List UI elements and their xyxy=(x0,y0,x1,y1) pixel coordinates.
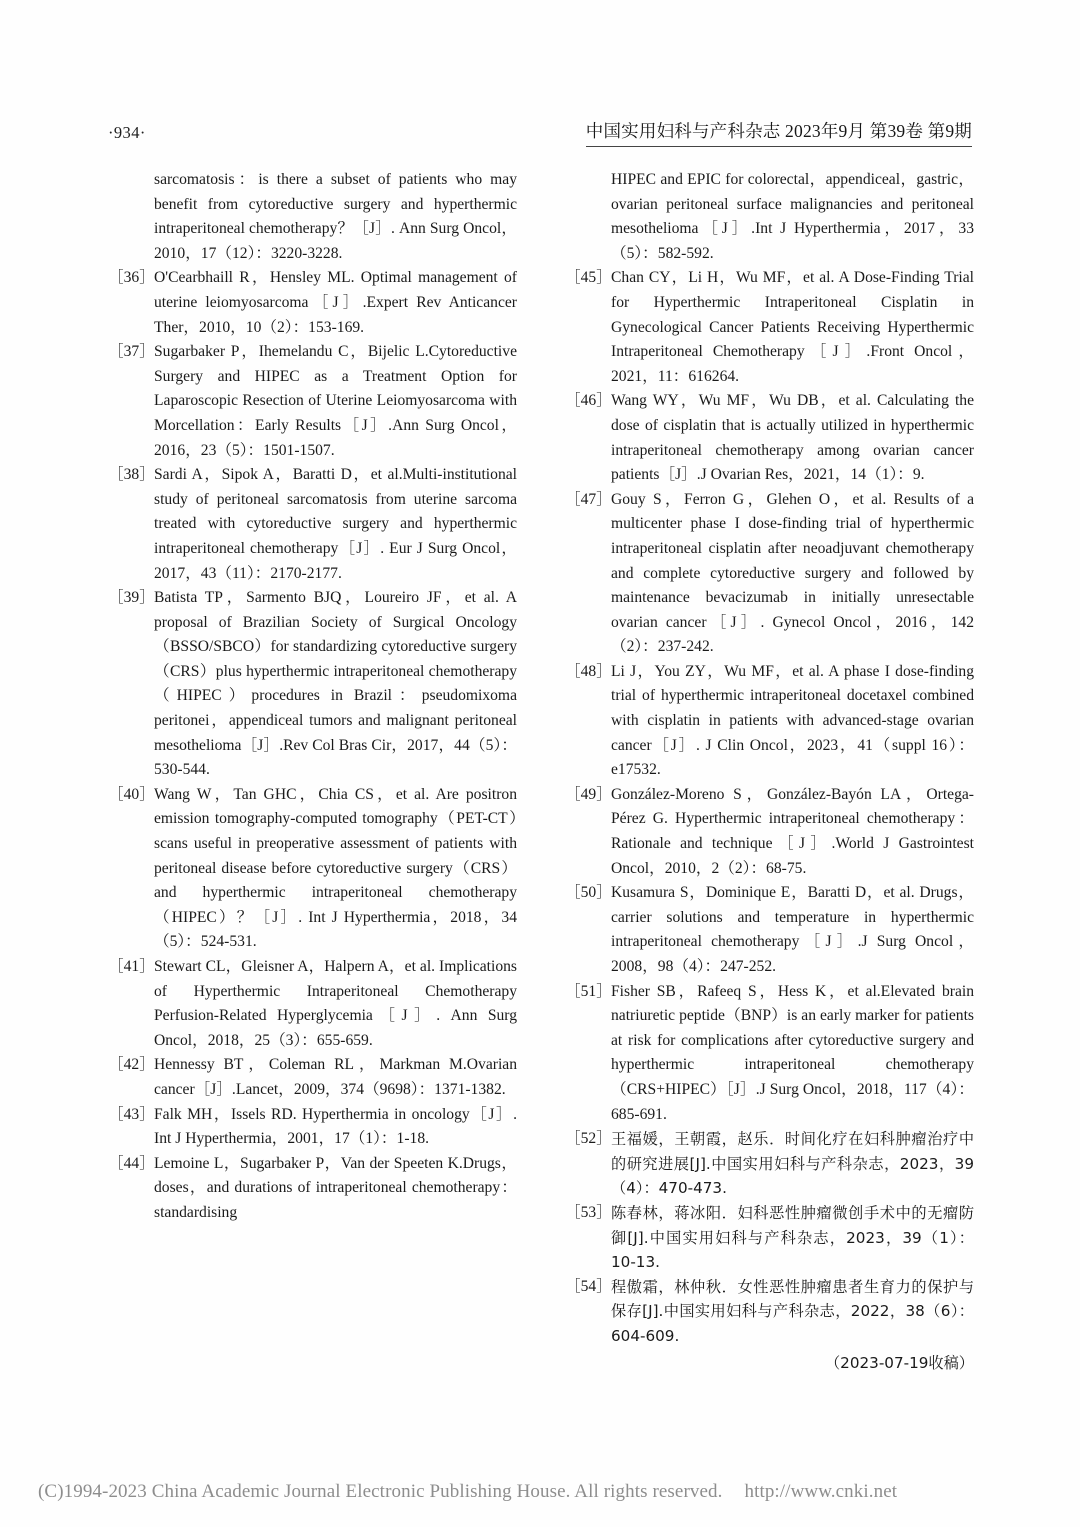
journal-title-header: 中国实用妇科与产科杂志 2023年9月 第39卷 第9期 xyxy=(586,118,972,147)
reference-entry xyxy=(108,955,517,1053)
reference-number: ［50］ xyxy=(565,884,612,902)
reference-entry xyxy=(108,266,517,340)
reference-number: ［54］ xyxy=(565,1277,612,1295)
reference-number: ［51］ xyxy=(565,982,612,1000)
reference-text: Sugarbaker P，Ihemelandu C，Bijelic L.Cytoreductive Surgery and HIPEC as a Treatment Option for Laparoscopic Resection of Uterine Leiomyosarcoma with Morcellation：Early Results［J］.Ann Surg Oncol，2016，23（5）：1501-1507. xyxy=(154,343,517,459)
reference-text: Kusamura S，Dominique E，Baratti D，et al. Drugs，carrier solutions and temperature in hyperthermic intraperitoneal chemotherapy［J］.J Surg Oncol，2008，98（4）：247-252. xyxy=(611,884,974,975)
reference-entry xyxy=(565,881,974,979)
reference-number: ［36］ xyxy=(108,269,155,287)
reference-number: ［44］ xyxy=(108,1154,155,1172)
left-column xyxy=(108,168,517,1375)
reference-text: Lemoine L，Sugarbaker P，Van der Speeten K.Drugs，doses，and durations of intraperitoneal chemotherapy：standardising xyxy=(154,1154,517,1221)
reference-entry xyxy=(565,168,974,266)
reference-number: ［45］ xyxy=(565,269,612,287)
reference-text: Falk MH，Issels RD. Hyperthermia in oncology［J］. Int J Hyperthermia，2001，17（1）：1-18. xyxy=(154,1105,518,1148)
reference-text: Wang WY，Wu MF，Wu DB，et al. Calculating the dose of cisplatin that is actually utilized in hyperthermic intraperitoneal chemotherapy among ovarian cancer patients［J］.J Ovarian Res，2021，14（1）：9. xyxy=(611,392,974,484)
reference-text: O'Cearbhaill R，Hensley ML. Optimal management of uterine leiomyosarcoma［J］.Expert Rev Anticancer Ther，2010，10（2）：153-169. xyxy=(154,269,517,336)
page-number: ·934· xyxy=(108,123,146,142)
reference-entry xyxy=(108,586,517,783)
reference-entry xyxy=(565,980,974,1128)
reference-entry xyxy=(108,1053,517,1102)
reference-text: 程傲霜，林仲秋．女性恶性肿瘤患者生育力的保护与保存[J].中国实用妇科与产科杂志，2022，38（6）：604-609. xyxy=(611,1277,974,1345)
reference-number: ［47］ xyxy=(565,490,612,508)
reference-text: Hennessy BT，Coleman RL，Markman M.Ovarian cancer［J］.Lancet，2009，374（9698）：1371-1382. xyxy=(154,1056,517,1098)
reference-entry xyxy=(565,266,974,389)
reference-number: ［43］ xyxy=(108,1105,155,1123)
reference-entry xyxy=(108,168,517,266)
reference-number: ［38］ xyxy=(108,466,155,484)
reference-text: 陈春林，蒋冰阳．妇科恶性肿瘤微创手术中的无瘤防御[J].中国实用妇科与产科杂志，2023，39（1）：10-13. xyxy=(611,1203,974,1272)
reference-number: ［48］ xyxy=(565,662,612,680)
reference-entry xyxy=(108,783,517,955)
reference-entry xyxy=(565,1275,974,1349)
reference-entry xyxy=(565,1127,974,1201)
reference-entry xyxy=(565,783,974,881)
reference-number: ［53］ xyxy=(565,1203,612,1221)
reference-entry xyxy=(565,660,974,783)
reference-text: sarcomatosis：is there a subset of patients who may benefit from cytoreductive surgery and hyperthermic intraperitoneal chemotherapy？［J］. Ann Surg Oncol，2010，17（12）：3220-3228. xyxy=(154,171,517,262)
reference-entry xyxy=(565,1201,974,1275)
reference-entry xyxy=(565,488,974,660)
footer-copyright xyxy=(38,1479,1042,1505)
reference-entry xyxy=(565,389,974,487)
reference-text: Sardi A，Sipok A，Baratti D，et al.Multi-institutional study of peritoneal sarcomatosis from uterine sarcoma treated with cytoreductive surgery and hyperthermic intraperitoneal chemotherapy［J］. Eur J Surg Oncol，2017，43（11）：2170-2177. xyxy=(154,466,517,582)
reference-text: Fisher SB，Rafeeq S，Hess K，et al.Elevated brain natriuretic peptide（BNP）is an early marker for patients at risk for complications after cytoreductive surgery and hyperthermic intraperitoneal chemotherapy（CRS+HIPEC）［J］.J Surg Oncol，2018，117（4）：685-691. xyxy=(611,982,974,1123)
copyright-text: (C)1994-2023 China Academic Journal Electronic Publishing House. All rights reserved. xyxy=(38,1481,723,1502)
reference-columns xyxy=(108,168,974,1375)
reference-text: González-Moreno S，González-Bayón LA，Ortega-Pérez G. Hyperthermic intraperitoneal chemotherapy：Rationale and technique［J］.World J Gastrointest Oncol，2010，2（2）：68-75. xyxy=(611,785,974,877)
reference-number: ［42］ xyxy=(108,1056,155,1074)
reference-text: HIPEC and EPIC for colorectal，appendiceal，gastric，ovarian peritoneal surface malignancies and peritoneal mesothelioma［J］.Int J Hyperthermia，2017，33（5）：582-592. xyxy=(611,171,974,262)
reference-number: ［40］ xyxy=(108,785,155,803)
reference-entry xyxy=(108,1103,517,1152)
reference-number: ［37］ xyxy=(108,343,155,361)
received-date: （2023-07-19收稿） xyxy=(824,1353,974,1372)
reference-entry xyxy=(108,463,517,586)
running-head xyxy=(108,118,972,152)
reference-entry xyxy=(108,1152,517,1226)
reference-number: ［41］ xyxy=(108,958,155,975)
reference-text: Li J，You ZY，Wu MF，et al. A phase I dose-finding trial of hyperthermic intraperitoneal docetaxel combined with cisplatin in patients with advanced-stage ovarian cancer［J］. J Clin Oncol，2023，41（suppl 16）：e17532. xyxy=(611,662,974,779)
reference-text: Batista TP，Sarmento BJQ，Loureiro JF，et al. A proposal of Brazilian Society of Surgical Oncology（BSSO/SBCO）for standardizing cytoreductive surgery（CRS）plus hyperthermic intraperitoneal chemotherapy（HIPEC）procedures in Brazil：pseudomixoma peritonei，appendiceal tumors and malignant peritoneal mesothelioma［J］.Rev Col Bras Cir，2017，44（5）：530-544. xyxy=(154,589,518,779)
reference-text: Chan CY，Li H，Wu MF，et al. A Dose-Finding Trial for Hyperthermic Intraperitoneal Cisplatin in Gynecological Cancer Patients Receiving Hyperthermic Intraperitoneal Chemotherapy［J］.Front Oncol，2021，11：616264. xyxy=(611,269,974,385)
reference-number: ［52］ xyxy=(565,1130,612,1148)
reference-text: Wang W，Tan GHC，Chia CS，et al. Are positron emission tomography-computed tomography（PET-CT）scans useful in preoperative assessment of patients with peritoneal disease before cytoreductive surgery（CRS）and hyperthermic intraperitoneal chemotherapy（HIPEC）？［J］. Int J Hyperthermia，2018，34（5）：524-531. xyxy=(154,785,517,951)
reference-number: ［39］ xyxy=(108,589,155,607)
reference-number: ［49］ xyxy=(565,785,612,803)
reference-number: ［46］ xyxy=(565,392,612,410)
cnki-url[interactable]: http://www.cnki.net xyxy=(744,1481,898,1502)
reference-text: Stewart CL，Gleisner A，Halpern A，et al. Implications of Hyperthermic Intraperitoneal Chemotherapy Perfusion-Related Hyperglycemia［J］. Ann Surg Oncol，2018，25（3）：655-659. xyxy=(154,958,517,1049)
reference-text: 王福媛，王朝霞，赵乐．时间化疗在妇科肿瘤治疗中的研究进展[J].中国实用妇科与产科杂志，2023，39（4）：470-473. xyxy=(611,1130,974,1198)
reference-entry xyxy=(108,340,517,463)
reference-text: Gouy S，Ferron G，Glehen O，et al. Results of a multicenter phase I dose-finding trial of hyperthermic intraperitoneal cisplatin after neoadjuvant chemotherapy and complete cytoreductive surgery and followed by maintenance bevacizumab in initially unresectable ovarian cancer［J］. Gynecol Oncol，2016，142（2）：237-242. xyxy=(611,490,974,656)
right-column xyxy=(565,168,974,1375)
